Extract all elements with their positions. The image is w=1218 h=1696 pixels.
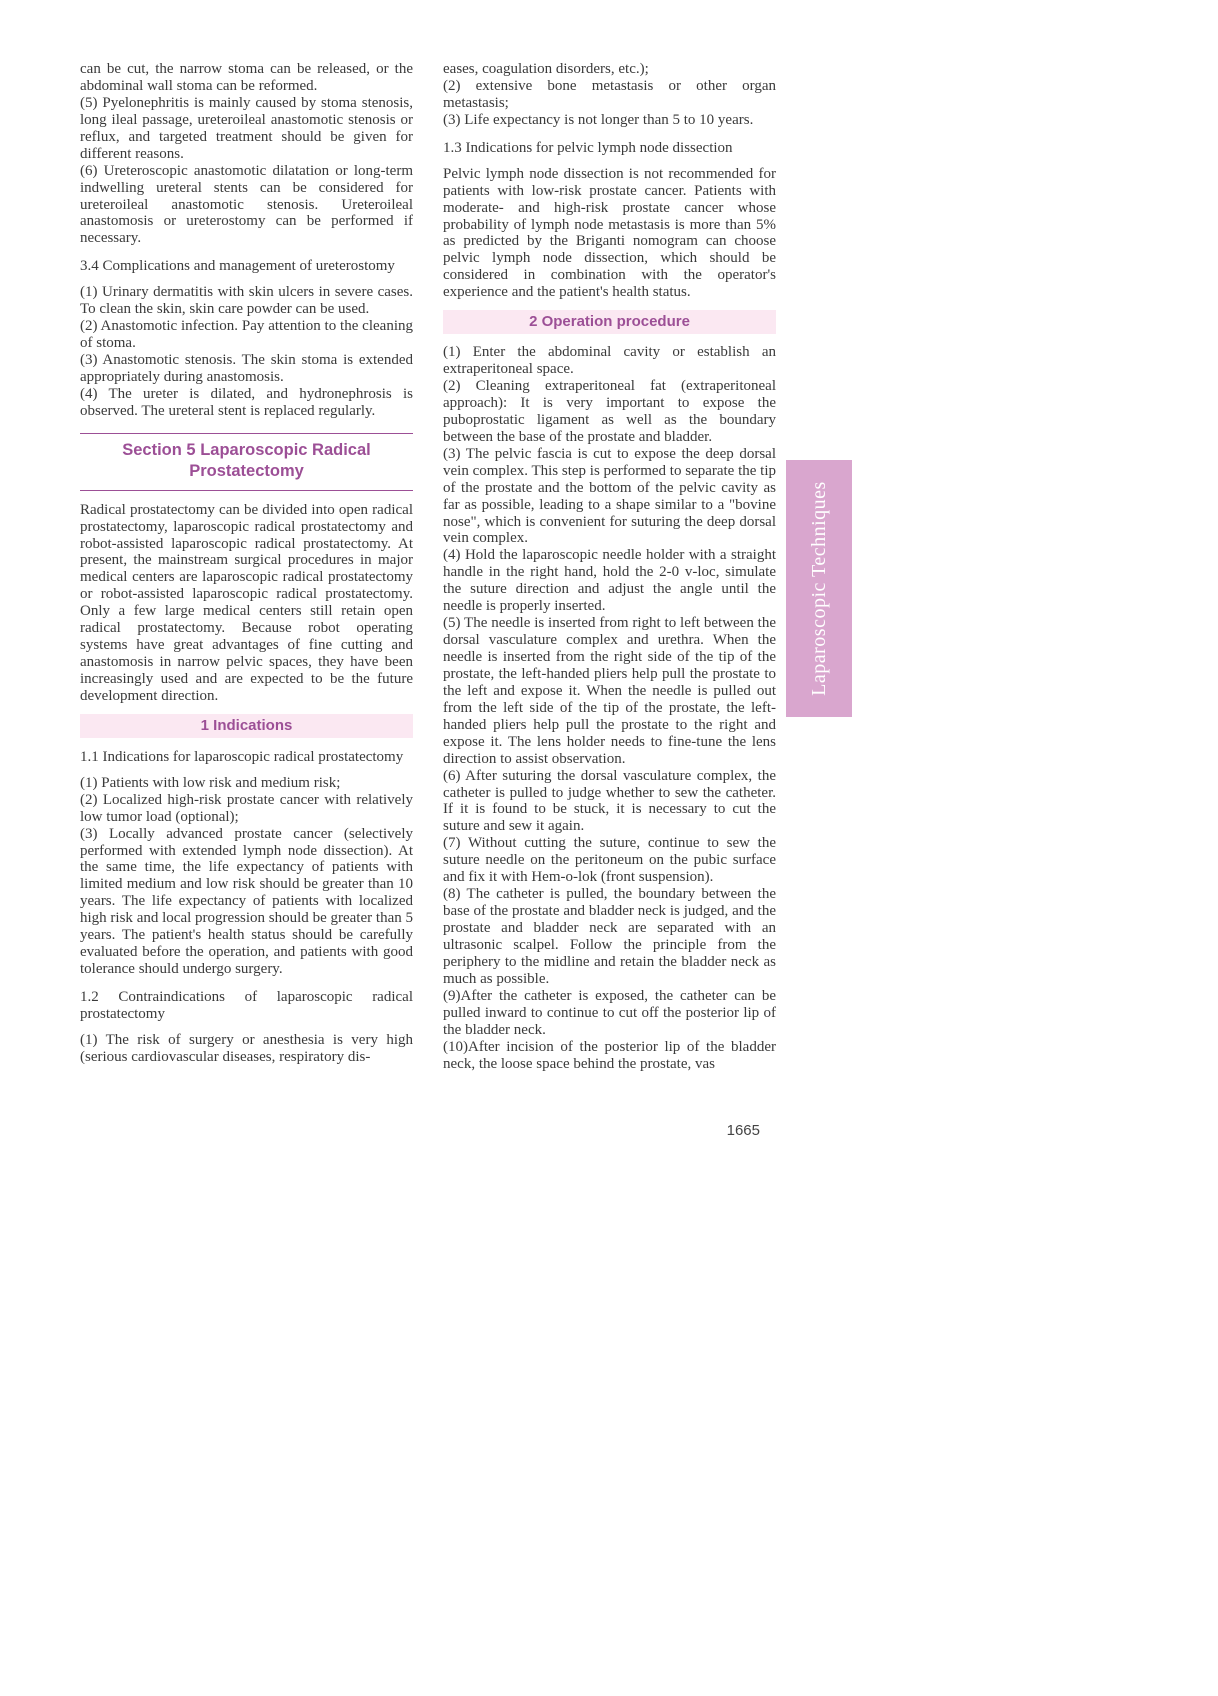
chapter-tab <box>786 460 852 717</box>
chapter-heading: 1 Indications <box>80 714 413 738</box>
section-title: Section 5 Laparoscopic Radical Prostatectomy <box>122 440 371 481</box>
paragraph: (10)After incision of the posterior lip of the bladder neck, the loose space behind the prostate, vas <box>443 1038 776 1072</box>
subheading: 3.4 Complications and management of ureterostomy <box>80 258 395 275</box>
paragraph: (3) Life expectancy is not longer than 5 to 10 years. <box>443 111 754 128</box>
paragraph: (6) After suturing the dorsal vasculature complex, the catheter is pulled to judge whether to sew the catheter. If it is found to be stuck, it is necessary to cut the suture and sew it again. <box>443 767 776 835</box>
paragraph: (1) Patients with low risk and medium risk; <box>80 774 341 791</box>
paragraph: can be cut, the narrow stoma can be released, or the abdominal wall stoma can be reformed. <box>80 61 413 94</box>
paragraph: (6) Ureteroscopic anastomotic dilatation or long-term indwelling ureteral stents can be considered for ureteroileal anastomotic stenosis. Ureteroileal anastomosis or ureterostomy can be performed if necessary. <box>80 162 413 247</box>
paragraph: (1) Urinary dermatitis with skin ulcers in severe cases. To clean the skin, skin care powder can be used. <box>80 284 413 318</box>
chapter-tab-label: Laparoscopic Techniques <box>807 481 830 696</box>
section-title-block <box>80 433 413 491</box>
paragraph: (5) Pyelonephritis is mainly caused by stoma stenosis, long ileal passage, ureteroileal anastomotic stenosis or reflux, and targeted treatment should be given for different reasons. <box>80 94 413 162</box>
chapter-heading: 2 Operation procedure <box>443 310 776 334</box>
divider-rule <box>80 433 413 434</box>
paragraph: (3) The pelvic fascia is cut to expose the deep dorsal vein complex. This step is performed to separate the tip of the prostate and the bottom of the pelvic cavity as far as possible, leading to a shape similar to a "bovine nose", which is convenient for suturing the deep dorsal vein complex. <box>443 445 776 547</box>
paragraph: Radical prostatectomy can be divided into open radical prostatectomy, laparoscopic radical prostatectomy and robot-assisted laparoscopic radical prostatectomy. At present, the mainstream surgical procedures in major medical centers are laparoscopic radical prostatectomy or robot-assisted laparoscopic radical prostatectomy. Only a few large medical centers still retain open radical prostatectomy. Because robot operating systems have great advantages of fine cutting and anastomosis in narrow pelvic spaces, they have been increasingly used and are expected to be the future development direction. <box>80 501 413 704</box>
paragraph: eases, coagulation disorders, etc.); <box>443 61 649 77</box>
paragraph: (8) The catheter is pulled, the boundary between the base of the prostate and bladder neck is judged, and the prostate and bladder neck are separated with an ultrasonic scalpel. Follow the principle from the periphery to the midline and retain the bladder neck as much as possible. <box>443 886 776 987</box>
paragraph: (4) Hold the laparoscopic needle holder with a straight handle in the right hand, hold the 2-0 v-loc, simulate the suture direction and adjust the angle until the needle is properly inserted. <box>443 547 776 615</box>
paragraph: (2) Localized high-risk prostate cancer with relatively low tumor load (optional); <box>80 791 413 825</box>
paragraph: (4) The ureter is dilated, and hydronephrosis is observed. The ureteral stent is replaced regularly. <box>80 385 413 419</box>
paragraph: Pelvic lymph node dissection is not recommended for patients with low-risk prostate cancer. Patients with moderate- and high-risk prostate cancer whose probability of lymph node metastasis is more than 5% as predicted by the Briganti nomogram can choose pelvic lymph node dissection, which should be considered in combination with the operator's experience and the patient's health status. <box>443 165 776 301</box>
paragraph: (1) The risk of surgery or anesthesia is very high (serious cardiovascular diseases, respiratory dis- <box>80 1031 413 1065</box>
subheading: 1.3 Indications for pelvic lymph node dissection <box>443 139 733 156</box>
paragraph: (7) Without cutting the suture, continue to sew the suture needle on the peritoneum on the pubic surface and fix it with Hem-o-lok (front suspension). <box>443 835 776 886</box>
paragraph: (2) extensive bone metastasis or other organ metastasis; <box>443 77 776 111</box>
page-number: 1665 <box>726 1122 760 1139</box>
subheading: 1.1 Indications for laparoscopic radical prostatectomy <box>80 748 404 765</box>
paragraph: (3) Locally advanced prostate cancer (selectively performed with extended lymph node dissection). At the same time, the life expectancy of patients with limited medium and low risk should be greater than 10 years. The life expectancy of patients with localized high risk and local progression should be greater than 5 years. The patient's health status should be carefully evaluated before the operation, and patients with good tolerance should undergo surgery. <box>80 825 413 978</box>
paragraph: (2) Anastomotic infection. Pay attention to the cleaning of stoma. <box>80 318 413 352</box>
left-column <box>80 61 413 1066</box>
paragraph: (9)After the catheter is exposed, the catheter can be pulled inward to continue to cut off the posterior lip of the bladder neck. <box>443 987 776 1038</box>
paragraph: (3) Anastomotic stenosis. The skin stoma is extended appropriately during anastomosis. <box>80 352 413 385</box>
subheading: 1.2 Contraindications of laparoscopic radical prostatectomy <box>80 989 413 1022</box>
paragraph: (2) Cleaning extraperitoneal fat (extraperitoneal approach): It is very important to expose the puboprostatic ligament as well as the boundary between the base of the prostate and bladder. <box>443 378 776 445</box>
right-column <box>443 61 776 1072</box>
paragraph: (1) Enter the abdominal cavity or establish an extraperitoneal space. <box>443 344 776 378</box>
divider-rule <box>80 490 413 491</box>
paragraph: (5) The needle is inserted from right to left between the dorsal vasculature complex and urethra. When the needle is inserted from the right side of the tip of the prostate, the left-handed pliers help pull the prostate to the left and expose it. When the needle is pulled out from the left side of the tip of the prostate, the left-handed pliers help pull the prostate to the right and expose it. The lens holder needs to fine-tune the lens direction to assist observation. <box>443 615 776 767</box>
